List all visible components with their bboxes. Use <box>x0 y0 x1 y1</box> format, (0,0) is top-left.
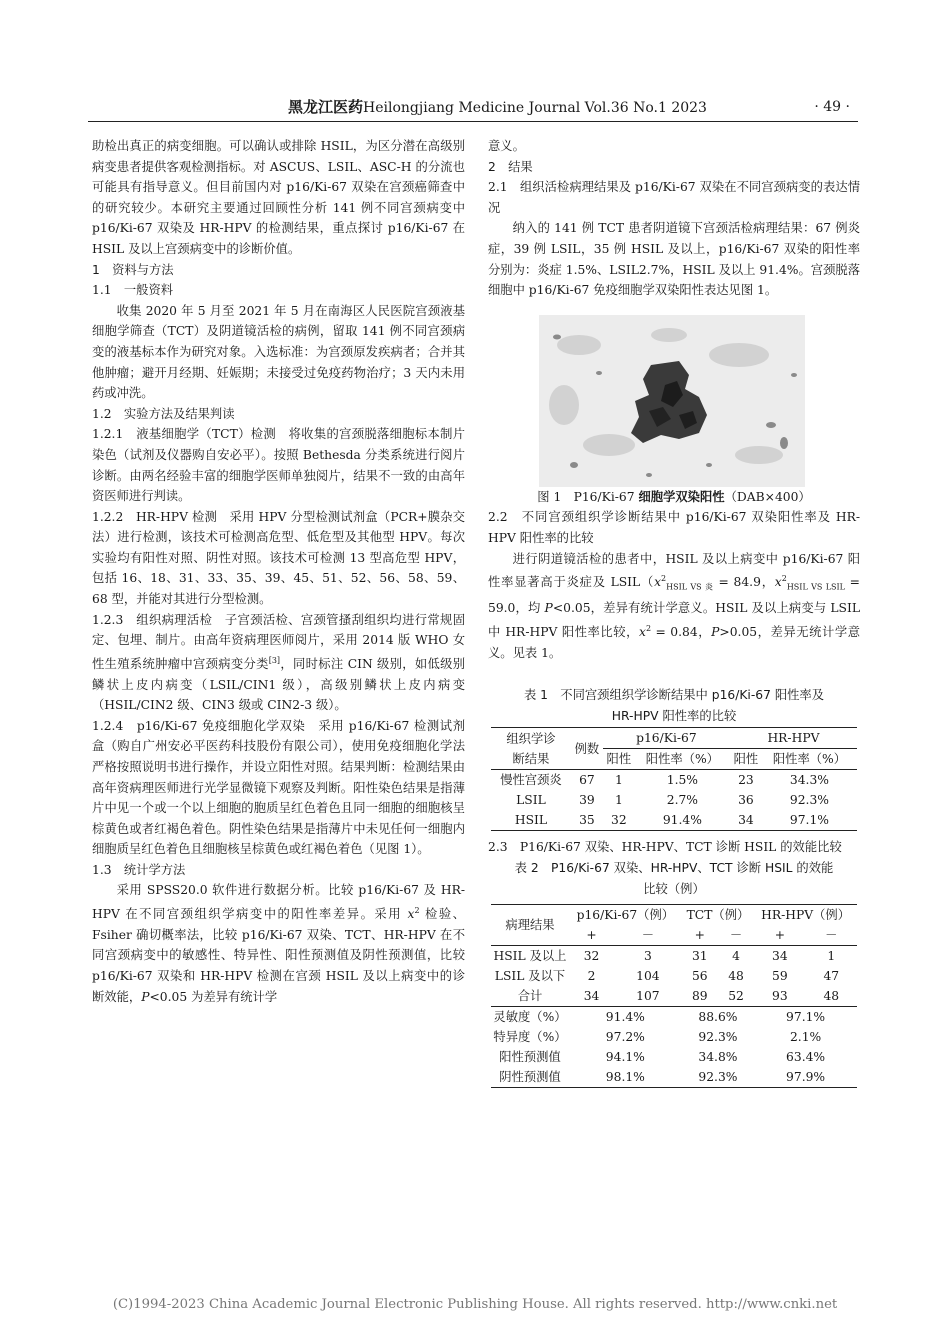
t1-header-pos: 阳性 <box>733 752 759 767</box>
header-rule <box>88 121 858 122</box>
chi-symbol: x <box>774 575 782 590</box>
t2-cell: 3 <box>643 948 652 963</box>
t2-cell: 104 <box>636 968 660 983</box>
section-1-2-4: 1.2.4 p16/Ki-67 免疫细胞化学双染 采用 p16/Ki-67 检测试剂盒（购自广州安必平医药科技股份有限公司），使用免疫细胞化学法严格按照说明书进行操作，并设立阳性对照。结果判断：检测结果由高年资病理医师进行光学显微镜下观察及判断。阳性染色结果是指薄片中见一个或一个以上细胞的胞质呈红色着色且同一细胞的细胞核呈棕黄色或者红褐色着色。阴性染色结果是指薄片中未见任何一细胞内细胞质呈红色着色且细胞核呈棕黄色或红褐色着色（见图 1）。 <box>92 718 465 857</box>
t2-header-plus: + <box>586 927 597 942</box>
section-2-2-text-d: <0.05，差异有统计学意义。HSIL 及以上病变与 LSIL 中 HR-HPV 阳性率比较， <box>488 601 860 639</box>
t2-cell: 4 <box>732 948 740 963</box>
t1-cell-dx: HSIL <box>514 813 548 828</box>
t2-cell: 94.1% <box>605 1049 645 1064</box>
section-1-3-text-b: 检验、Fsiher 确切概率法，比较 p16/Ki-67 双染、TCT、HR-HPV 在不同宫颈病变中的敏感性、特异性、阳性预测值及阴性预测值，比较 p16/Ki-67 双染和 HR-HPV 检测在宫颈 HSIL 及以上病变中的诊断效能， <box>92 907 465 1004</box>
t1-header-dx-line-1: 组织学诊 <box>506 731 556 746</box>
t2-cell: 2 <box>587 968 596 983</box>
t1-cell-p16-rate: 91.4% <box>662 813 702 828</box>
section-2-2-text-c: = 59.0，均 <box>488 575 860 616</box>
figure-caption-number: 图 1 P16/Ki-67 <box>537 489 639 504</box>
chi-subscript-2: HSIL VS LSIL <box>786 582 845 592</box>
table-2-caption-line-2: 比较（例） <box>643 881 705 896</box>
table-row <box>491 966 857 986</box>
figure-caption-magnification: （DAB×400） <box>724 489 811 504</box>
t1-header-dx <box>491 728 571 770</box>
t2-header-plus: + <box>774 927 786 942</box>
section-1-2-1: 1.2.1 液基细胞学（TCT）检测 将收集的宫颈脱落细胞标本制片染色（试剂及仪器购自安必平）。按照 Bethesda 分类系统进行阅片诊断。由两名经验丰富的细胞学医师单独阅片，结果不一致的由高年资医师进行判读。 <box>92 427 465 504</box>
section-2-2-body <box>488 549 860 664</box>
t2-cell: 47 <box>823 968 840 983</box>
t2-cell: 48 <box>728 968 744 983</box>
t1-header-n: 例数 <box>571 728 603 770</box>
t2-cell-label: HSIL 及以上 <box>493 948 567 963</box>
t2-cell: 32 <box>583 948 600 963</box>
right-column <box>488 136 860 1088</box>
table-2 <box>491 904 857 1088</box>
t2-header-plus: + <box>694 927 705 942</box>
section-2-1-title: 2.1 组织活检病理结果及 p16/Ki-67 双染在不同宫颈病变的表达情况 <box>488 180 860 215</box>
chi-subscript-1: HSIL VS 炎 <box>666 582 714 592</box>
chi-superscript: 2 <box>781 574 787 584</box>
t1-cell-n: 39 <box>579 793 595 808</box>
t2-header-minus: － <box>825 927 838 942</box>
t2-header-result: 病理结果 <box>491 904 569 945</box>
t1-cell-p16-pos: 1 <box>614 773 623 788</box>
t2-cell: 97.9% <box>786 1069 826 1084</box>
page-number: · 49 · <box>814 99 850 115</box>
t2-cell-label: 阳性预测值 <box>499 1049 561 1064</box>
table-row <box>491 1006 857 1027</box>
chi-symbol: x <box>407 907 415 922</box>
table-row <box>491 770 857 791</box>
t1-cell-p16-pos: 32 <box>611 813 627 828</box>
figure-caption <box>488 487 860 508</box>
t2-cell: 92.3% <box>698 1029 738 1044</box>
table-row <box>491 790 857 810</box>
t1-cell-n: 67 <box>579 773 595 788</box>
section-1-2-2: 1.2.2 HR-HPV 检测 采用 HPV 分型检测试剂盒（PCR+膜杂交法）进行检测，该技术可检测高危型、低危型及其他型 HPV。每次实验均有阳性对照、阴性对照。该技术可检测 13 型高危型 HPV，包括 16、18、31、33、35、39、45、51、52、56、58、59、68 型，并能对其进行分型检测。 <box>92 509 465 607</box>
t1-header-pos: 阳性 <box>606 752 632 767</box>
table-1-caption-line-2: HR-HPV 阳性率的比较 <box>611 709 737 724</box>
section-1-3-text-a: 采用 SPSS20.0 软件进行数据分析。比较 p16/Ki-67 及 HR-HPV 在不同宫颈组织学病变中的阳性率差异。采用 <box>92 883 465 922</box>
copyright-footer: (C)1994-2023 China Academic Journal Electronic Publishing House. All rights reserved. http://www.cnki.net <box>112 1297 838 1312</box>
t2-cell: 98.1% <box>605 1069 645 1084</box>
t2-cell: 2.1% <box>789 1029 822 1044</box>
table-row <box>491 1067 857 1088</box>
t2-cell: 48 <box>823 988 840 1003</box>
t2-cell-label: LSIL 及以下 <box>494 968 566 983</box>
table-row <box>491 1047 857 1067</box>
section-1-3-text-c: <0.05 为差异有统计学 <box>149 989 278 1004</box>
t2-cell: 63.4% <box>786 1049 826 1064</box>
left-column <box>92 136 465 1007</box>
continued-text: 意义。 <box>488 139 525 153</box>
micrograph-figure <box>539 315 805 487</box>
figure-caption-title: 细胞学双染阳性 <box>638 489 725 504</box>
t2-header-tct: TCT（例） <box>686 907 750 922</box>
section-1-2-title: 1.2 实验方法及结果判读 <box>92 406 235 421</box>
t2-cell: 1 <box>827 948 836 963</box>
t2-cell: 59 <box>772 968 788 983</box>
section-1-3-title: 1.3 统计学方法 <box>92 862 186 877</box>
t1-cell-p16-rate: 1.5% <box>666 773 698 788</box>
t1-header-rate: 阳性率（%） <box>772 752 847 767</box>
t1-cell-hpv-pos: 34 <box>738 813 754 828</box>
section-1-1-title: 1.1 一般资料 <box>92 283 174 298</box>
section-1-2-3 <box>92 610 465 716</box>
t1-cell-hpv-rate: 34.3% <box>789 773 829 788</box>
t2-cell: 34 <box>772 948 788 963</box>
table-2-caption-line-1: 表 2 P16/Ki-67 双染、HR-HPV、TCT 诊断 HSIL 的效能 <box>514 860 834 875</box>
t1-cell-dx: 慢性宫颈炎 <box>500 773 562 788</box>
t2-cell-label: 灵敏度（%） <box>493 1009 567 1024</box>
t2-cell: 88.6% <box>698 1009 738 1024</box>
running-header <box>88 96 858 118</box>
p-symbol: P <box>141 989 150 1004</box>
table-1-caption-line-1: 表 1 不同宫颈组织学诊断结果中 p16/Ki-67 阳性率及 <box>523 688 825 703</box>
section-2-2-title: 2.2 不同宫颈组织学诊断结果中 p16/Ki-67 双染阳性率及 HR-HPV 阳性率的比较 <box>488 510 860 545</box>
t2-cell: 89 <box>691 988 708 1003</box>
table-row <box>491 945 857 966</box>
t2-cell: 56 <box>691 968 708 983</box>
journal-name-en: Heilongjiang Medicine Journal Vol.36 No.1 2023 <box>363 100 707 116</box>
t2-cell: 91.4% <box>605 1009 645 1024</box>
table-row <box>491 1027 857 1047</box>
t1-header-hpv: HR-HPV <box>730 728 857 749</box>
t1-cell-dx: LSIL <box>516 793 546 808</box>
t1-header-dx-line-2: 断结果 <box>512 751 550 766</box>
t1-header-p16: p16/Ki-67 <box>603 728 730 749</box>
journal-title <box>288 96 707 119</box>
section-2-2-text-b: = 84.9， <box>713 575 775 590</box>
t2-cell: 34 <box>583 988 600 1003</box>
section-1-title: 1 资料与方法 <box>92 262 174 277</box>
section-1-2-3-rest: ，同时标注 CIN 级别，如低级别鳞状上皮内病变（LSIL/CIN1 级），高级别鳞状上皮内病变（HSIL/CIN2 级、CIN3 级或 CIN2-3 级）。 <box>92 656 465 713</box>
t1-cell-p16-pos: 1 <box>614 793 623 808</box>
t2-cell-label: 合计 <box>517 988 543 1003</box>
t2-cell: 97.1% <box>786 1009 826 1024</box>
chi-superscript: 2 <box>661 574 667 584</box>
t1-cell-n: 35 <box>579 813 595 828</box>
t2-cell: 31 <box>691 948 708 963</box>
t2-cell: 97.2% <box>605 1029 645 1044</box>
p-symbol: P <box>711 624 720 639</box>
t2-header-p16: p16/Ki-67（例） <box>576 907 675 922</box>
chi-superscript: 2 <box>414 906 420 916</box>
chi-symbol: x <box>654 575 662 590</box>
t2-cell: 52 <box>728 988 744 1003</box>
t2-cell: 107 <box>636 988 660 1003</box>
section-1-3-body <box>92 880 465 1007</box>
section-2-3-title: 2.3 P16/Ki-67 双染、HR-HPV、TCT 诊断 HSIL 的效能比较 <box>488 840 842 855</box>
section-2-1-body: 纳入的 141 例 TCT 患者阴道镜下宫颈活检病理结果：67 例炎症，39 例 LSIL，35 例 HSIL 及以上，p16/Ki-67 双染的阳性率分别为：炎症 1.5%、LSIL2.7%，HSIL 及以上 91.4%。宫颈脱落细胞中 p16/Ki-67 免疫细胞学双染阳性表达见图 1。 <box>488 221 860 298</box>
section-1-1-body: 收集 2020 年 5 月至 2021 年 5 月在南海区人民医院宫颈液基细胞学筛查（TCT）及阴道镜活检的病例，留取 141 例不同宫颈病变的液基标本作为研究对象。入选标准：为宫颈原发疾病者；合并其他肿瘤；避开月经期、妊娠期；未接受过免疫药物治疗；3 天内未用药或冲洗。 <box>92 303 465 401</box>
t2-cell: 93 <box>772 988 788 1003</box>
section-2-2-text-a: 进行阴道镜活检的患者中，HSIL 及以上病变中 p16/Ki-67 阳性率显著高于炎症及 LSIL（ <box>488 551 860 590</box>
t2-cell-label: 特异度（%） <box>493 1029 567 1044</box>
t2-header-hpv: HR-HPV（例） <box>761 907 851 922</box>
citation-ref: [3] <box>268 655 281 665</box>
t2-header-minus: － <box>641 927 655 942</box>
t1-cell-p16-rate: 2.7% <box>666 793 698 808</box>
micrograph-image <box>539 315 805 487</box>
section-1-2-3-text: 1.2.3 组织病理活检 子宫颈活检、宫颈管搔刮组织均进行常规固定、包埋、制片。由高年资病理医师阅片，采用 2014 版 WHO 女性生殖系统肿瘤中宫颈病变分类 <box>92 612 465 671</box>
t2-header-minus: － <box>729 927 743 942</box>
journal-name-cn: 黑龙江医药 <box>288 98 364 116</box>
t1-cell-hpv-rate: 92.3% <box>789 793 829 808</box>
section-2-2-text-e: = 0.84， <box>651 624 712 639</box>
t1-cell-hpv-pos: 36 <box>738 793 754 808</box>
t2-cell: 34.8% <box>698 1049 738 1064</box>
t1-cell-hpv-rate: 97.1% <box>789 813 829 828</box>
t1-header-rate: 阳性率（%） <box>645 752 719 767</box>
t2-cell: 92.3% <box>698 1069 738 1084</box>
section-2-2-text-f: >0.05，差异无统计学意义。见表 1。 <box>488 624 860 660</box>
section-2-title: 2 结果 <box>488 159 533 174</box>
table-1 <box>491 727 857 831</box>
chi-superscript: 2 <box>645 623 652 633</box>
t2-cell-label: 阴性预测值 <box>499 1069 561 1084</box>
p-symbol: P <box>544 601 553 616</box>
table-row <box>491 810 857 831</box>
t1-cell-hpv-pos: 23 <box>738 773 754 788</box>
intro-paragraph: 助检出真正的病变细胞。可以确认或排除 HSIL，为区分潜在高级别病变患者提供客观检测指标。对 ASCUS、LSIL、ASC-H 的分流也可能具有指导意义。但目前国内对 p16/Ki-67 双染在宫颈癌筛查中的研究较少。本研究主要通过回顾性分析 141 例不同宫颈病变中 p16/Ki-67 双染及 HR-HPV 的检测结果，重点探讨 p16/Ki-67 在 HSIL 及以上宫颈病变中的诊断价值。 <box>92 139 465 256</box>
chi-symbol: x <box>639 624 646 639</box>
table-row <box>491 986 857 1007</box>
